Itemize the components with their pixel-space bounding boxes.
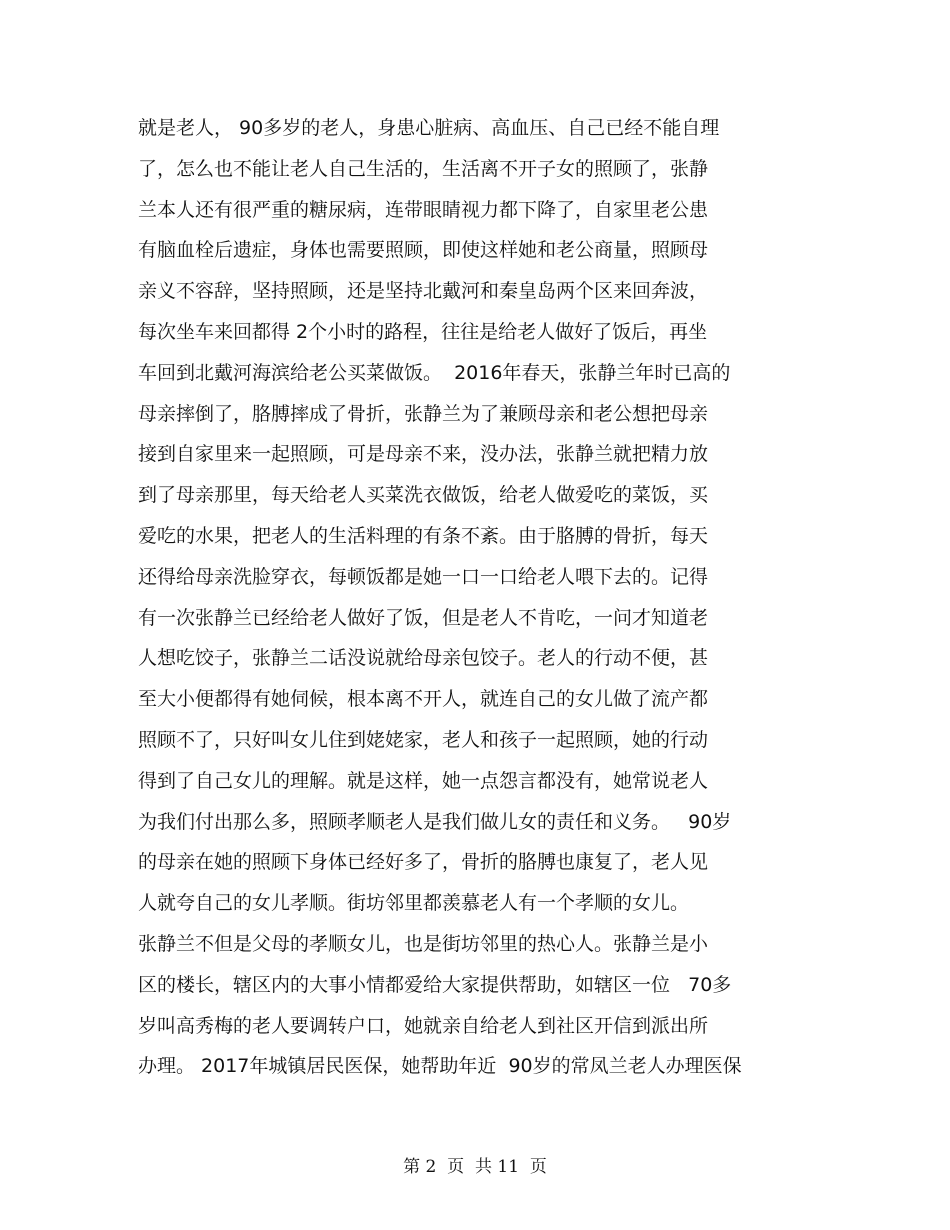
text-line: 兰本人还有很严重的糖尿病，连带眼睛视力都下降了，自家里老公患 — [138, 198, 709, 221]
text-line: 每次坐车来回都得 2个小时的路程，往往是给老人做好了饭后，再坐 — [138, 320, 708, 343]
text-line: 了，怎么也不能让老人自己生活的，生活离不开子女的照顾了，张静 — [138, 157, 709, 180]
text-line: 至大小便都得有她伺候，根本离不开人，就连自己的女儿做了流产都 — [138, 688, 709, 711]
text-line: 照顾不了，只好叫女儿住到姥姥家，老人和孩子一起照顾，她的行动 — [138, 728, 709, 751]
text-line: 车回到北戴河海滨给老公买菜做饭。 2016年春天，张静兰年时已高的 — [138, 361, 731, 384]
text-line: 有一次张静兰已经给老人做好了饭，但是老人不肯吃，一问才知道老 — [138, 606, 709, 629]
text-line: 人就夸自己的女儿孝顺。街坊邻里都羡慕老人有一个孝顺的女儿。 — [138, 892, 690, 915]
text-line: 接到自家里来一起照顾，可是母亲不来，没办法，张静兰就把精力放 — [138, 443, 709, 466]
text-line: 的母亲在她的照顾下身体已经好多了，骨折的胳膊也康复了，老人见 — [138, 851, 709, 874]
text-line: 岁叫高秀梅的老人要调转户口，她就亲自给老人到社区开信到派出所 — [138, 1014, 709, 1037]
text-line: 亲义不容辞，坚持照顾，还是坚持北戴河和秦皇岛两个区来回奔波， — [138, 280, 709, 303]
text-line: 办理。 2017年城镇居民医保，她帮助年近 90岁的常凤兰老人办理医保 — [138, 1055, 742, 1078]
text-line: 为我们付出那么多，照顾孝顺老人是我们做儿女的责任和义务。 90岁 — [138, 810, 732, 833]
text-line: 就是老人， 90多岁的老人，身患心脏病、高血压、自己已经不能自理 — [138, 117, 720, 139]
text-line: 有脑血栓后遗症，身体也需要照顾，即使这样她和老公商量，照顾母 — [138, 239, 709, 262]
text-line: 人想吃饺子，张静兰二话没说就给母亲包饺子。老人的行动不便，甚 — [138, 647, 709, 670]
text-line: 母亲摔倒了，胳膊摔成了骨折，张静兰为了兼顾母亲和老公想把母亲 — [138, 402, 709, 425]
text-line: 到了母亲那里，每天给老人买菜洗衣做饭，给老人做爱吃的菜饭，买 — [138, 484, 709, 507]
text-line: 还得给母亲洗脸穿衣，每顿饭都是她一口一口给老人喂下去的。记得 — [138, 565, 709, 588]
text-line: 爱吃的水果，把老人的生活料理的有条不紊。由于胳膊的骨折，每天 — [138, 524, 709, 547]
text-line: 区的楼长，辖区内的大事小情都爱给大家提供帮助，如辖区一位 70多 — [138, 973, 732, 996]
page-number: 第 2 页 共 11 页 — [403, 1157, 547, 1177]
text-line: 张静兰不但是父母的孝顺女儿，也是街坊邻里的热心人。张静兰是小 — [138, 932, 709, 955]
text-line: 得到了自己女儿的理解。就是这样，她一点怨言都没有，她常说老人 — [138, 769, 709, 792]
document-body — [138, 112, 818, 1091]
